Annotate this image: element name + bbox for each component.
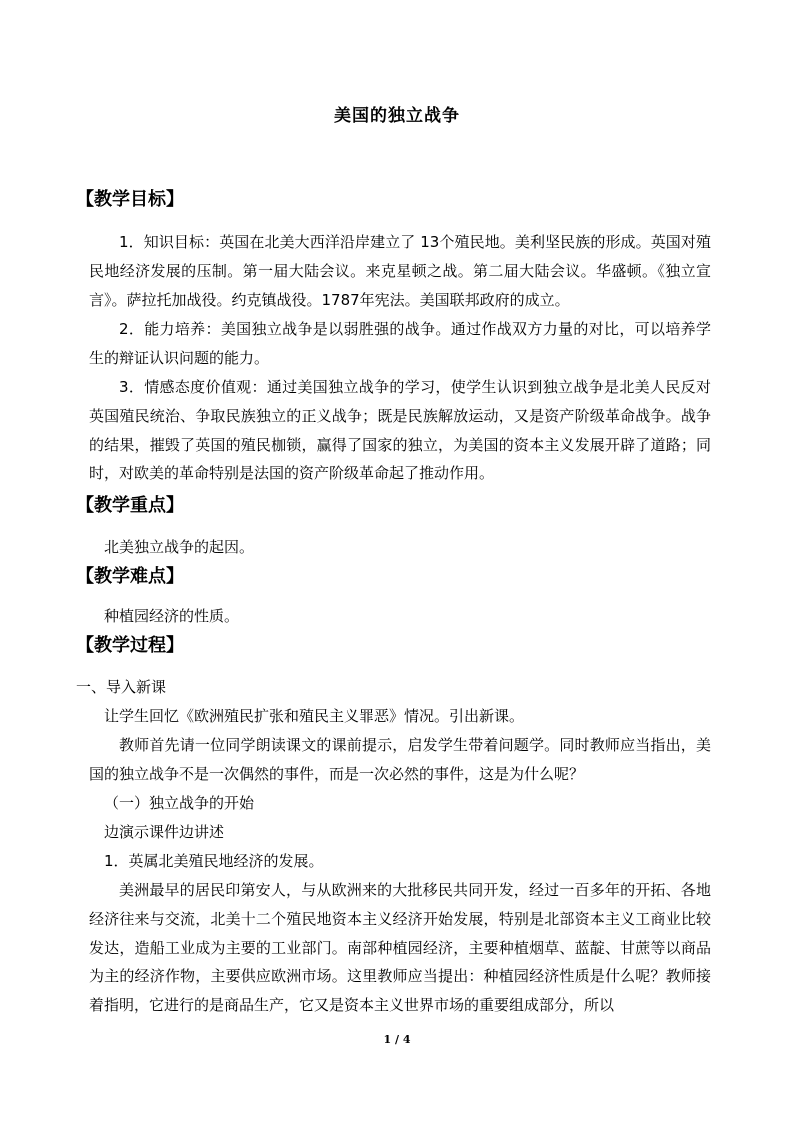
heading-process: 【教学过程】 — [76, 635, 184, 656]
objective-ability: 2．能力培养：美国独立战争是以弱胜强的战争。通过作战双方力量的对比，可以培养学生的辩证认识问题的能力。 — [89, 320, 711, 367]
heading-objectives: 【教学目标】 — [76, 189, 184, 210]
difficulty-text: 种植园经济的性质。 — [104, 607, 240, 625]
page-title: 美国的独立战争 — [334, 106, 460, 126]
key-point-text: 北美独立战争的起因。 — [104, 538, 255, 556]
subsection-war-start: （一）独立战争的开始 — [104, 794, 255, 812]
demo-note: 边演示课件边讲述 — [104, 823, 225, 841]
heading-key-point: 【教学重点】 — [76, 495, 184, 516]
objective-knowledge: 1．知识目标：英国在北美大西洋沿岸建立了 13个殖民地。美利坚民族的形成。英国对殖民地经济发展的压制。第一届大陆会议。来克星顿之战。第二届大陆会议。华盛顿。《独立宣言》。萨拉托加战役。约克镇战役。1787年宪法。美国联邦政府的成立。 — [89, 233, 711, 309]
step-intro-heading: 一、导入新课 — [76, 678, 167, 696]
intro-reading: 教师首先请一位同学朗读课文的课前提示，启发学生带着问题学。同时教师应当指出，美国的独立战争不是一次偶然的事件，而是一次必然的事件，这是为什么呢？ — [89, 736, 711, 783]
intro-recall: 让学生回忆《欧洲殖民扩张和殖民主义罪恶》情况。引出新课。 — [104, 707, 525, 725]
objective-values: 3．情感态度价值观：通过美国独立战争的学习，使学生认识到独立战争是北美人民反对英国殖民统治、争取民族独立的正义战争；既是民族解放运动，又是资产阶级革命战争。战争的结果，摧毁了英国的殖民枷锁，赢得了国家的独立，为美国的资本主义发展开辟了道路；同时，对欧美的革命特别是法国的资产阶级革命起了推动作用。 — [89, 378, 711, 483]
item-economy-development: 1．英属北美殖民地经济的发展。 — [104, 852, 324, 870]
economy-body: 美洲最早的居民印第安人，与从欧洲来的大批移民共同开发，经过一百多年的开拓、各地经济往来与交流，北美十二个殖民地资本主义经济开始发展，特别是北部资本主义工商业比较发达，造船工业成为主要的工业部门。南部种植园经济，主要种植烟草、蓝靛、甘蔗等以商品为主的经济作物，主要供应欧洲市场。这里教师应当提出：种植园经济性质是什么呢？教师接着指明，它进行的是商品生产，它又是资本主义世界市场的重要组成部分，所以 — [89, 881, 711, 1015]
heading-difficulty: 【教学难点】 — [76, 566, 184, 587]
page-number: 1 / 4 — [383, 1033, 411, 1046]
